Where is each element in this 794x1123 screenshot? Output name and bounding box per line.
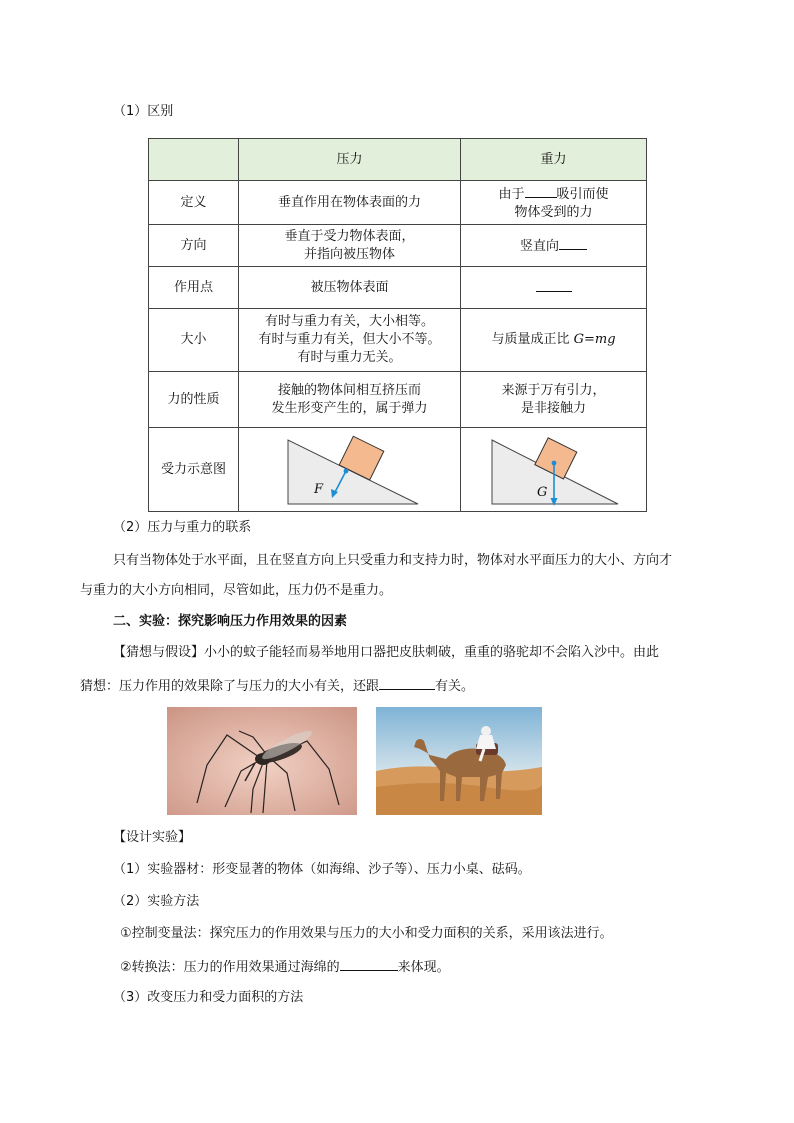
force-label-g: G	[536, 484, 547, 500]
table-row	[149, 267, 647, 309]
cell-pressure: 接触的物体间相互挤压而 发生形变产生的，属于弹力	[239, 372, 461, 428]
table-header-row	[149, 139, 647, 181]
row-label: 作用点	[149, 267, 239, 309]
table-row	[149, 428, 647, 512]
cell-gravity: 与质量成正比 G=mg	[461, 309, 647, 372]
table-row	[149, 225, 647, 267]
method-heading: （2）实验方法	[113, 894, 200, 909]
header-cell-empty	[149, 139, 239, 181]
fill-blank[interactable]	[559, 235, 587, 250]
design-heading: 【设计实验】	[113, 830, 192, 845]
cell-gravity: 来源于万有引力， 是非接触力	[461, 372, 647, 428]
formula: G=mg	[573, 332, 616, 347]
fill-blank[interactable]	[340, 956, 398, 971]
row-label: 力的性质	[149, 372, 239, 428]
header-cell-pressure: 压力	[239, 139, 461, 181]
section-heading-relation: （2）压力与重力的联系	[113, 520, 252, 535]
cell-pressure: 垂直于受力物体表面， 并指向被压物体	[239, 225, 461, 267]
fill-blank[interactable]	[536, 277, 572, 292]
mosquito-photo	[167, 707, 357, 815]
section-heading-difference: （1）区别	[113, 104, 174, 119]
cell-gravity	[461, 267, 647, 309]
gravity-force-diagram	[464, 430, 644, 510]
row-label: 受力示意图	[149, 428, 239, 512]
pressure-force-diagram	[250, 430, 450, 510]
cell-pressure: 有时与重力有关，大小相等。 有时与重力有关，但大小不等。 有时与重力无关。	[239, 309, 461, 372]
fill-blank[interactable]	[525, 183, 557, 198]
comparison-table	[148, 138, 647, 512]
cell-gravity: 竖直向	[461, 225, 647, 267]
cell-gravity-diagram	[461, 428, 647, 512]
materials-text: （1）实验器材：形变显著的物体（如海绵、沙子等）、压力小桌、砝码。	[113, 862, 531, 877]
cell-pressure: 被压物体表面	[239, 267, 461, 309]
row-label: 方向	[149, 225, 239, 267]
hypothesis-line1: 【猜想与假设】小小的蚊子能轻而易举地用口器把皮肤刺破，重重的骆驼却不会陷入沙中。由此	[113, 645, 660, 660]
change-heading: （3）改变压力和受力面积的方法	[113, 990, 304, 1005]
camel-photo	[376, 707, 542, 815]
relation-text-line2: 与重力的大小方向相同，尽管如此，压力仍不是重力。	[80, 583, 393, 598]
relation-text-line1: 只有当物体处于水平面，且在竖直方向上只受重力和支持力时，物体对水平面压力的大小、方向才	[113, 553, 673, 568]
cell-gravity: 由于 吸引而使 物体受到的力	[461, 181, 647, 225]
experiment-title: 二、实验：探究影响压力作用效果的因素	[113, 614, 348, 629]
row-label: 定义	[149, 181, 239, 225]
cell-pressure: 垂直作用在物体表面的力	[239, 181, 461, 225]
cell-pressure-diagram	[239, 428, 461, 512]
table-row	[149, 372, 647, 428]
method1-text: ①控制变量法：探究压力的作用效果与压力的大小和受力面积的关系，采用该法进行。	[120, 926, 613, 941]
method2-text: ②转换法：压力的作用效果通过海绵的 来体现。	[120, 956, 450, 978]
table-row	[149, 181, 647, 225]
fill-blank[interactable]	[379, 675, 435, 690]
row-label: 大小	[149, 309, 239, 372]
hypothesis-line2: 猜想：压力作用的效果除了与压力的大小有关，还跟 有关。	[80, 675, 474, 697]
header-cell-gravity: 重力	[461, 139, 647, 181]
force-label-f: F	[313, 481, 323, 497]
table-row	[149, 309, 647, 372]
